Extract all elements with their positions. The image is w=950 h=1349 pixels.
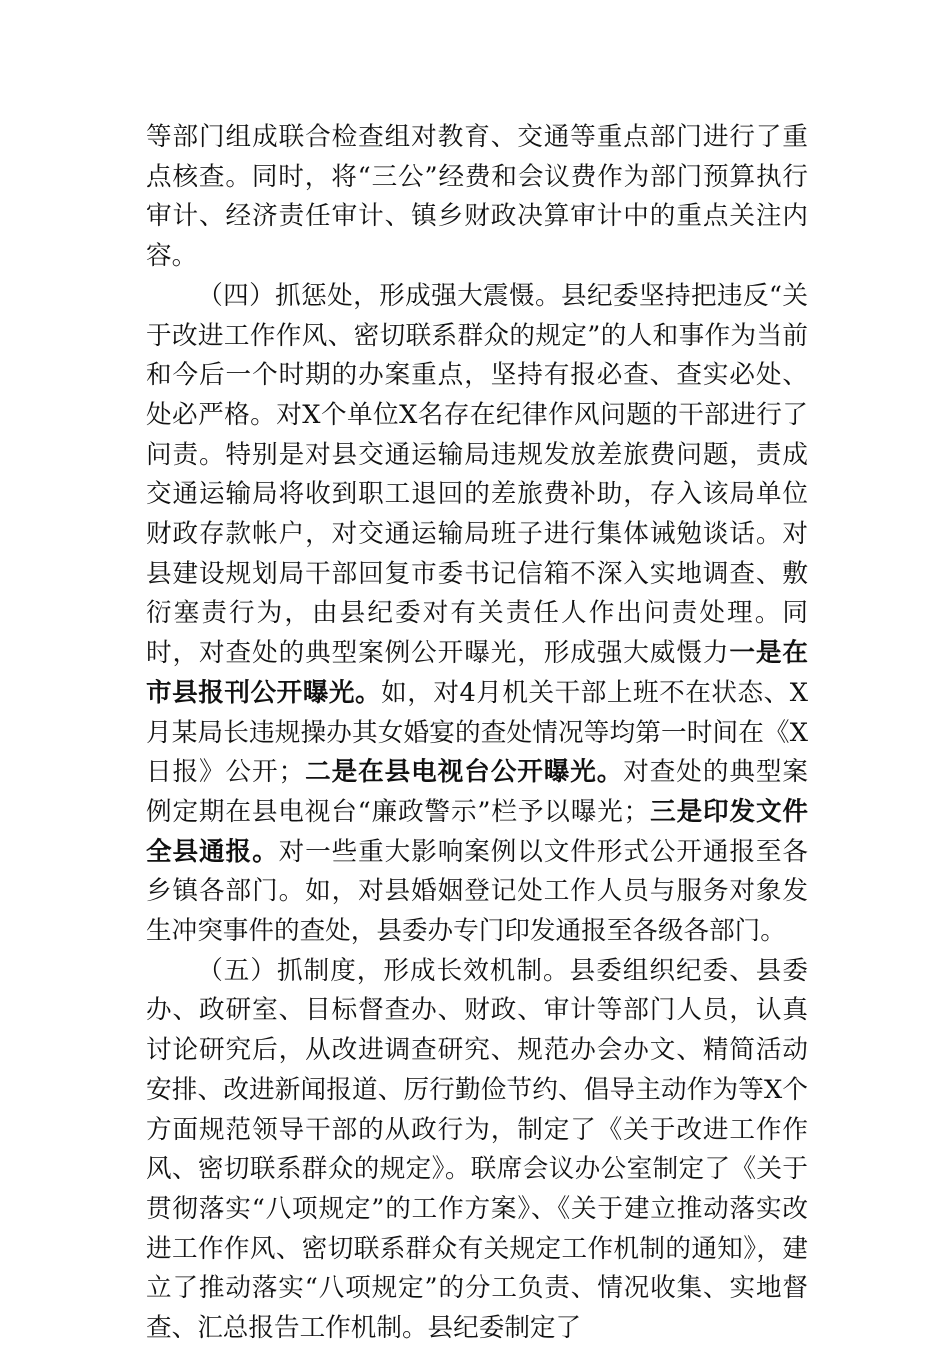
paragraph-1 <box>146 118 808 277</box>
paragraph-2-text: 如，对4月机关干部上班不在状态、X月某局长违规操办其女婚宴的查处情况等均第一时间在《X日报》公开； <box>146 677 808 788</box>
key-point-3: 三是印发文件全县通报。 <box>146 796 808 867</box>
paragraph-2-text: 对查处的典型案例定期在县电视台“廉政警示”栏予以曝光； <box>146 757 808 827</box>
paragraph-1-text: 等部门组成联合检查组对教育、交通等重点部门进行了重点核查。同时，将“三公”经费和会议费作为部门预算执行审计、经济责任审计、镇乡财政决算审计中的重点关注内容。 <box>146 122 808 272</box>
document-page <box>146 118 808 1349</box>
key-point-1: 一是在市县报刊公开曝光。 <box>146 638 808 708</box>
key-point-2: 二是在县电视台公开曝光。 <box>304 757 624 788</box>
paragraph-2-text: 对一些重大影响案例以文件形式公开通报至各乡镇各部门。如，对县婚姻登记处工作人员与服务对象发生冲突事件的查处，县委办专门印发通报至各级各部门。 <box>146 836 808 947</box>
paragraph-2-text: （四）抓惩处，形成强大震慑。县纪委坚持把违反“关于改进工作作风、密切联系群众的规定”的人和事作为当前和今后一个时期的办案重点，坚持有报必查、查实必处、处必严格。对X个单位X名存在纪律作风问题的干部进行了问责。特别是对县交通运输局违规发放差旅费问题，责成交通运输局将收到职工退回的差旅费补助，存入该局单位财政存款帐户，对交通运输局班子进行集体诫勉谈话。对县建设规划局干部回复市委书记信箱不深入实地调查、敷衍塞责行为，由县纪委对有关责任人作出问责处理。同时，对查处的典型案例公开曝光，形成强大威慑力 <box>146 280 808 669</box>
paragraph-3-text: （五）抓制度，形成长效机制。县委组织纪委、县委办、政研室、目标督查办、财政、审计等部门人员，认真讨论研究后，从改进调查研究、规范办会办文、精简活动安排、改进新闻报道、厉行勤俭节约、倡导主动作为等X个方面规范领导干部的从政行为，制定了《关于改进工作作风、密切联系群众的规定》。联席会议办公室制定了《关于贯彻落实“八项规定”的工作方案》、《关于建立推动落实改进工作作风、密切联系群众有关规定工作机制的通知》，建立了推动落实“八项规定”的分工负责、情况收集、实地督查、汇总报告工作机制。县纪委制定了 <box>146 955 808 1344</box>
paragraph-2 <box>146 277 808 952</box>
paragraph-3 <box>146 952 808 1349</box>
